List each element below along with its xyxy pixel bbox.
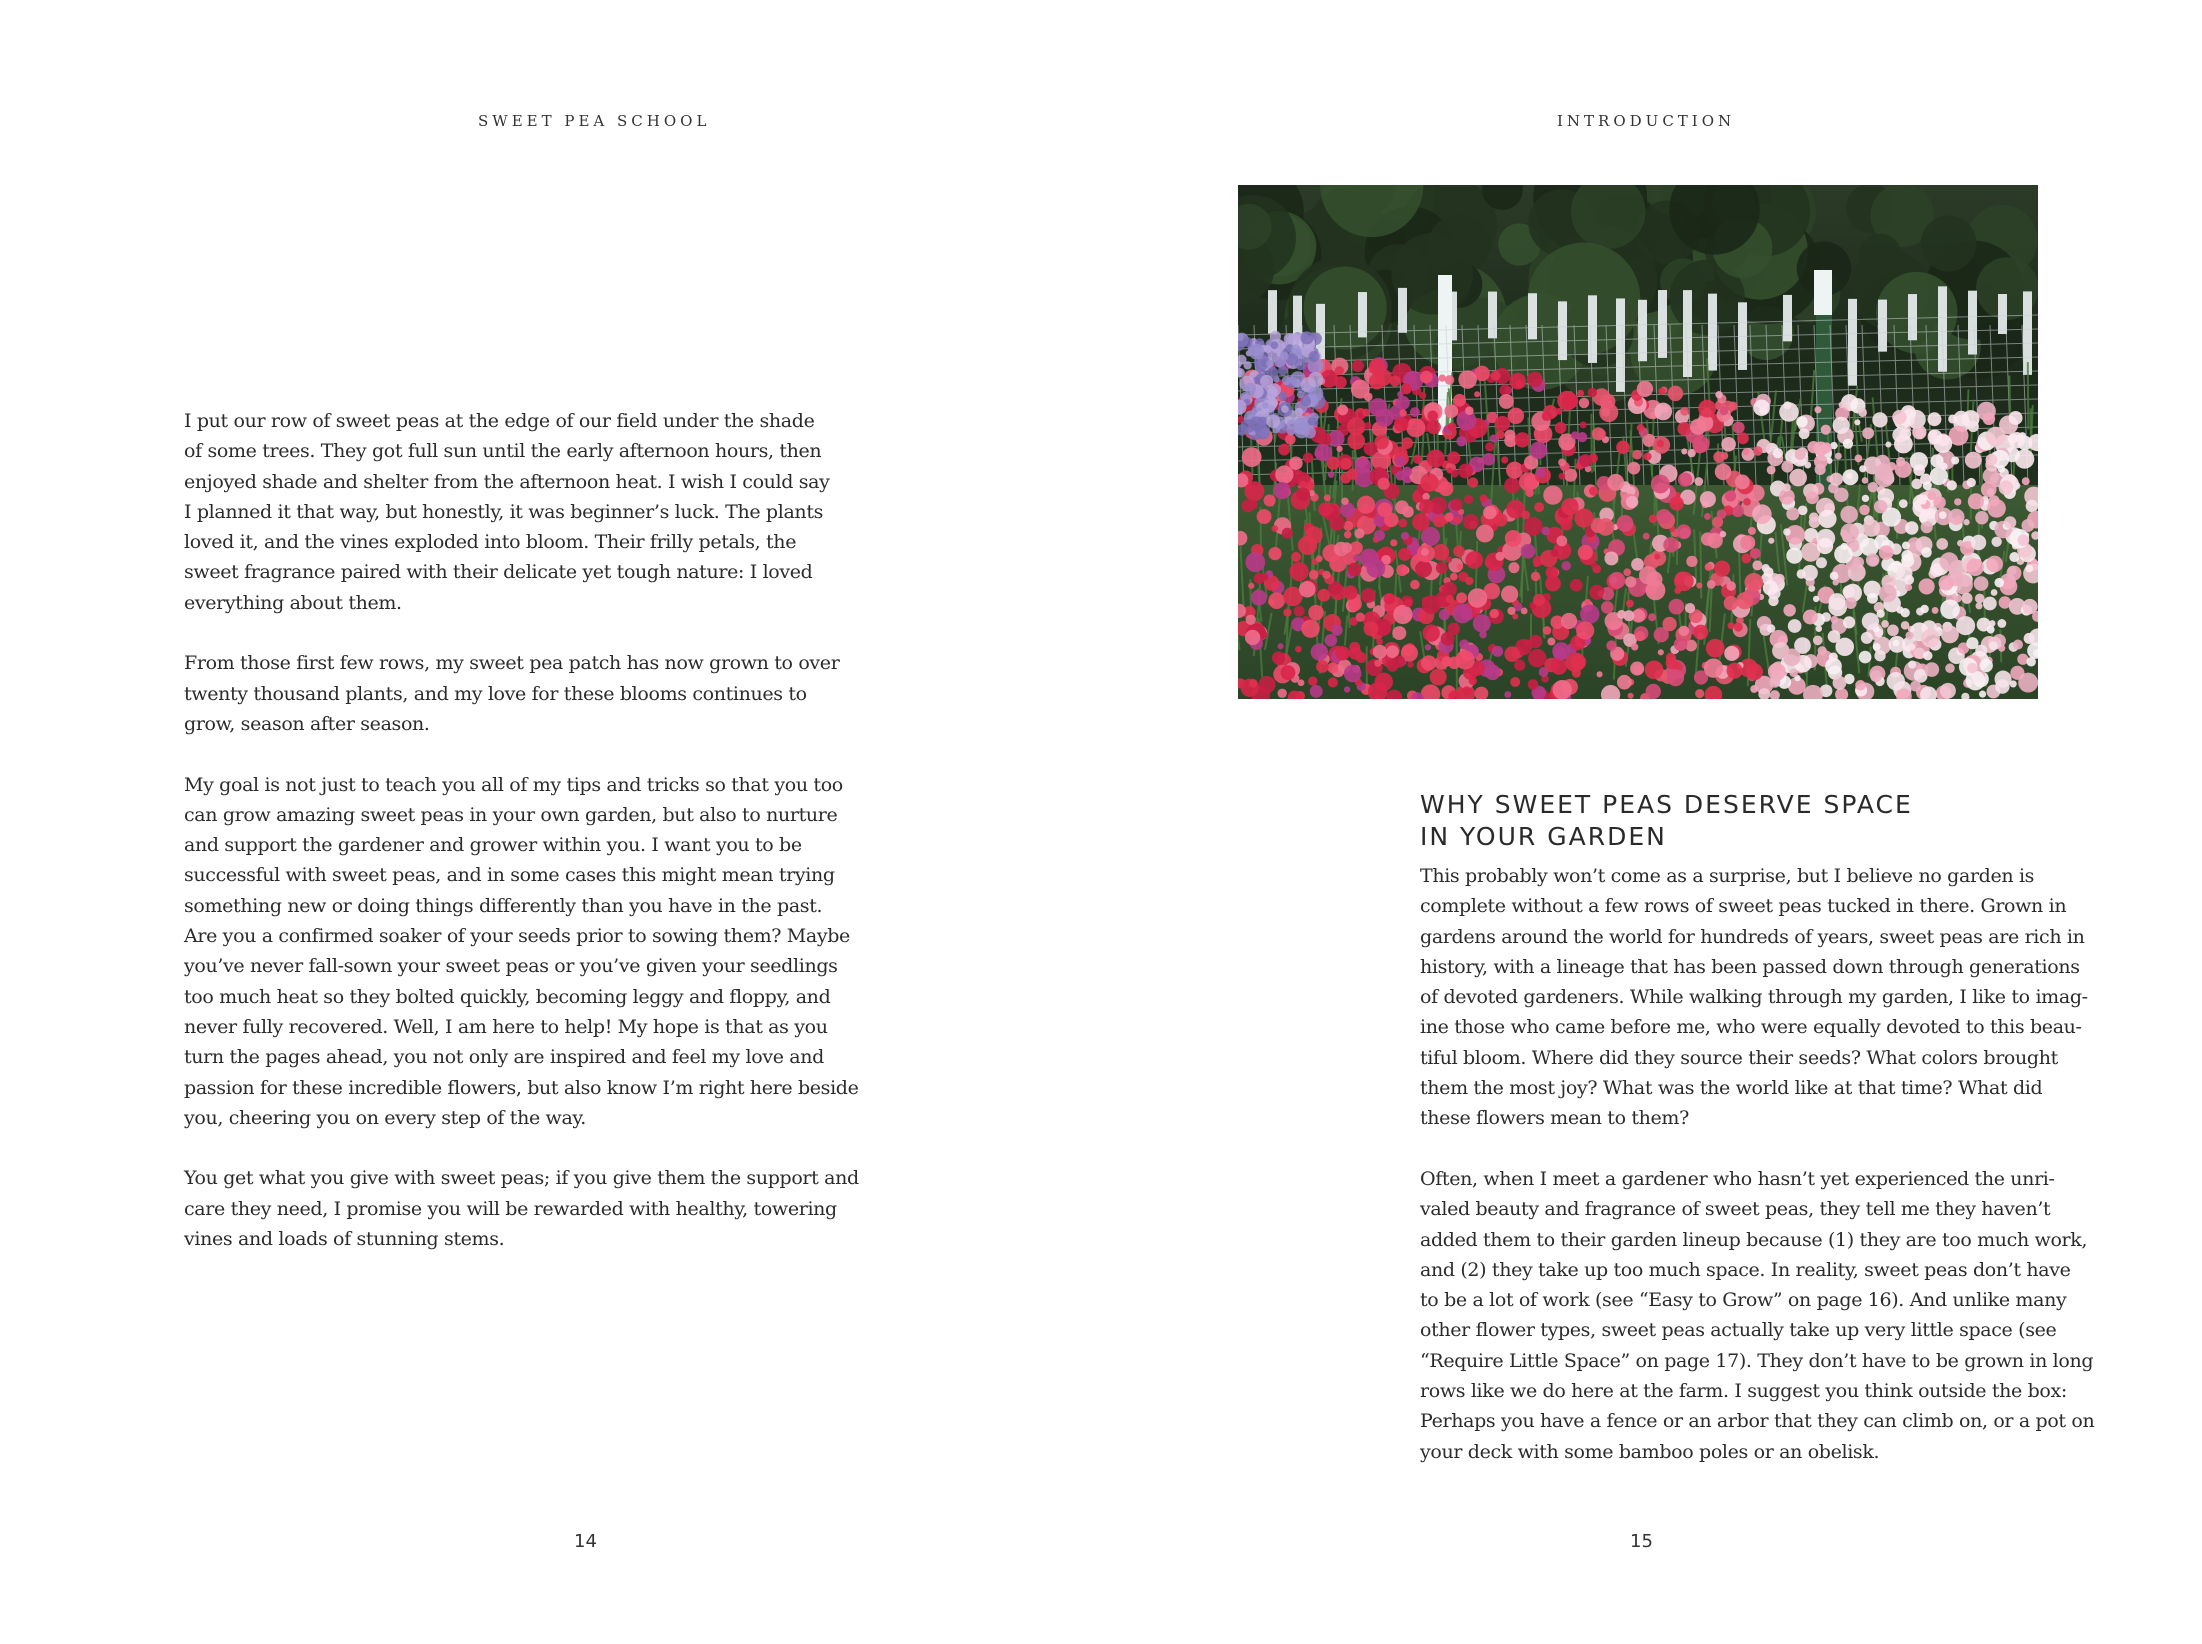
text-line: From those first few rows, my sweet pea patch has now grown to over [184, 652, 840, 675]
text-line: vines and loads of stunning stems. [184, 1228, 505, 1251]
text-line: Perhaps you have a fence or an arbor that they can climb on, or a pot on [1420, 1410, 2095, 1433]
text-line: I planned it that way, but honestly, it was beginner’s luck. The plants [184, 500, 824, 523]
text-line: these flowers mean to them? [1420, 1107, 1689, 1130]
left-page-body [184, 406, 859, 1285]
paragraph [184, 770, 859, 1134]
text-line: You get what you give with sweet peas; if you give them the support and [184, 1167, 859, 1190]
text-line: twenty thousand plants, and my love for these blooms continues to [184, 682, 807, 705]
text-line: valed beauty and fragrance of sweet peas, they tell me they haven’t [1420, 1198, 2051, 1221]
text-line: complete without a few rows of sweet peas tucked in there. Grown in [1420, 895, 2067, 918]
paragraph [184, 648, 840, 739]
text-line: can grow amazing sweet peas in your own garden, but also to nurture [184, 803, 838, 826]
text-line: Often, when I meet a gardener who hasn’t yet experienced the unri- [1420, 1167, 2055, 1190]
text-line: of devoted gardeners. While walking through my garden, I like to imag- [1420, 986, 2088, 1009]
page-number-left: 14 [574, 1531, 597, 1552]
paragraph [1420, 1164, 2095, 1467]
sweet-pea-field-photo [1238, 185, 2038, 699]
text-line: and (2) they take up too much space. In reality, sweet peas don’t have [1420, 1258, 2071, 1281]
right-page-body [1420, 861, 2095, 1497]
text-line: turn the pages ahead, you not only are inspired and feel my love and [184, 1046, 824, 1069]
text-line: Are you a confirmed soaker of your seeds prior to sowing them? Maybe [184, 925, 850, 948]
text-line: passion for these incredible flowers, but also know I’m right here beside [184, 1076, 859, 1099]
text-line: tiful bloom. Where did they source their seeds? What colors brought [1420, 1046, 2058, 1069]
text-line: I put our row of sweet peas at the edge of our field under the shade [184, 410, 815, 432]
text-line: “Require Little Space” on page 17). They don’t have to be grown in long [1420, 1349, 2094, 1372]
text-line: successful with sweet peas, and in some cases this might mean trying [184, 864, 835, 887]
text-line: of some trees. They got full sun until the early afternoon hours, then [184, 440, 822, 463]
text-line: enjoyed shade and shelter from the afternoon heat. I wish I could say [184, 470, 830, 493]
running-head-left: SWEET PEA SCHOOL [478, 112, 711, 130]
text-line: never fully recovered. Well, I am here to help! My hope is that as you [184, 1015, 828, 1038]
text-line: grow, season after season. [184, 712, 430, 735]
text-line: gardens around the world for hundreds of years, sweet peas are rich in [1420, 925, 2085, 948]
text-line: and support the gardener and grower within you. I want you to be [184, 834, 802, 857]
text-line: My goal is not just to teach you all of my tips and tricks so that you too [184, 773, 843, 796]
text-line: everything about them. [184, 591, 402, 614]
text-line: you, cheering you on every step of the way. [184, 1106, 586, 1129]
text-line: your deck with some bamboo poles or an obelisk. [1420, 1440, 1880, 1463]
section-heading [1420, 789, 1913, 853]
paragraph [184, 1163, 859, 1254]
heading-line-1: WHY SWEET PEAS DESERVE SPACE [1420, 790, 1913, 819]
text-line: you’ve never fall-sown your sweet peas or you’ve given your seedlings [184, 955, 838, 978]
text-line: them the most joy? What was the world like at that time? What did [1420, 1077, 2043, 1100]
text-line: other flower types, sweet peas actually take up very little space (see [1420, 1319, 2057, 1342]
text-line: rows like we do here at the farm. I suggest you think outside the box: [1420, 1380, 2067, 1403]
page-number-right: 15 [1630, 1531, 1653, 1552]
text-line: ine those who came before me, who were equally devoted to this beau- [1420, 1016, 2082, 1039]
text-line: something new or doing things differently than you have in the past. [184, 894, 823, 917]
text-line: too much heat so they bolted quickly, becoming leggy and floppy, and [184, 985, 831, 1008]
text-line: history, with a lineage that has been passed down through generations [1420, 955, 2080, 978]
text-line: This probably won’t come as a surprise, but I believe no garden is [1420, 865, 2035, 887]
heading-line-2: IN YOUR GARDEN [1420, 822, 1667, 851]
text-line: sweet fragrance paired with their delicate yet tough nature: I loved [184, 561, 813, 584]
text-line: care they need, I promise you will be rewarded with healthy, towering [184, 1197, 837, 1220]
running-head-right: INTRODUCTION [1557, 112, 1736, 130]
paragraph [1420, 861, 2088, 1134]
text-line: added them to their garden lineup because (1) they are too much work, [1420, 1228, 2088, 1251]
text-line: loved it, and the vines exploded into bloom. Their frilly petals, the [184, 531, 797, 554]
paragraph [184, 406, 830, 618]
text-line: to be a lot of work (see “Easy to Grow” on page 16). And unlike many [1420, 1289, 2067, 1312]
